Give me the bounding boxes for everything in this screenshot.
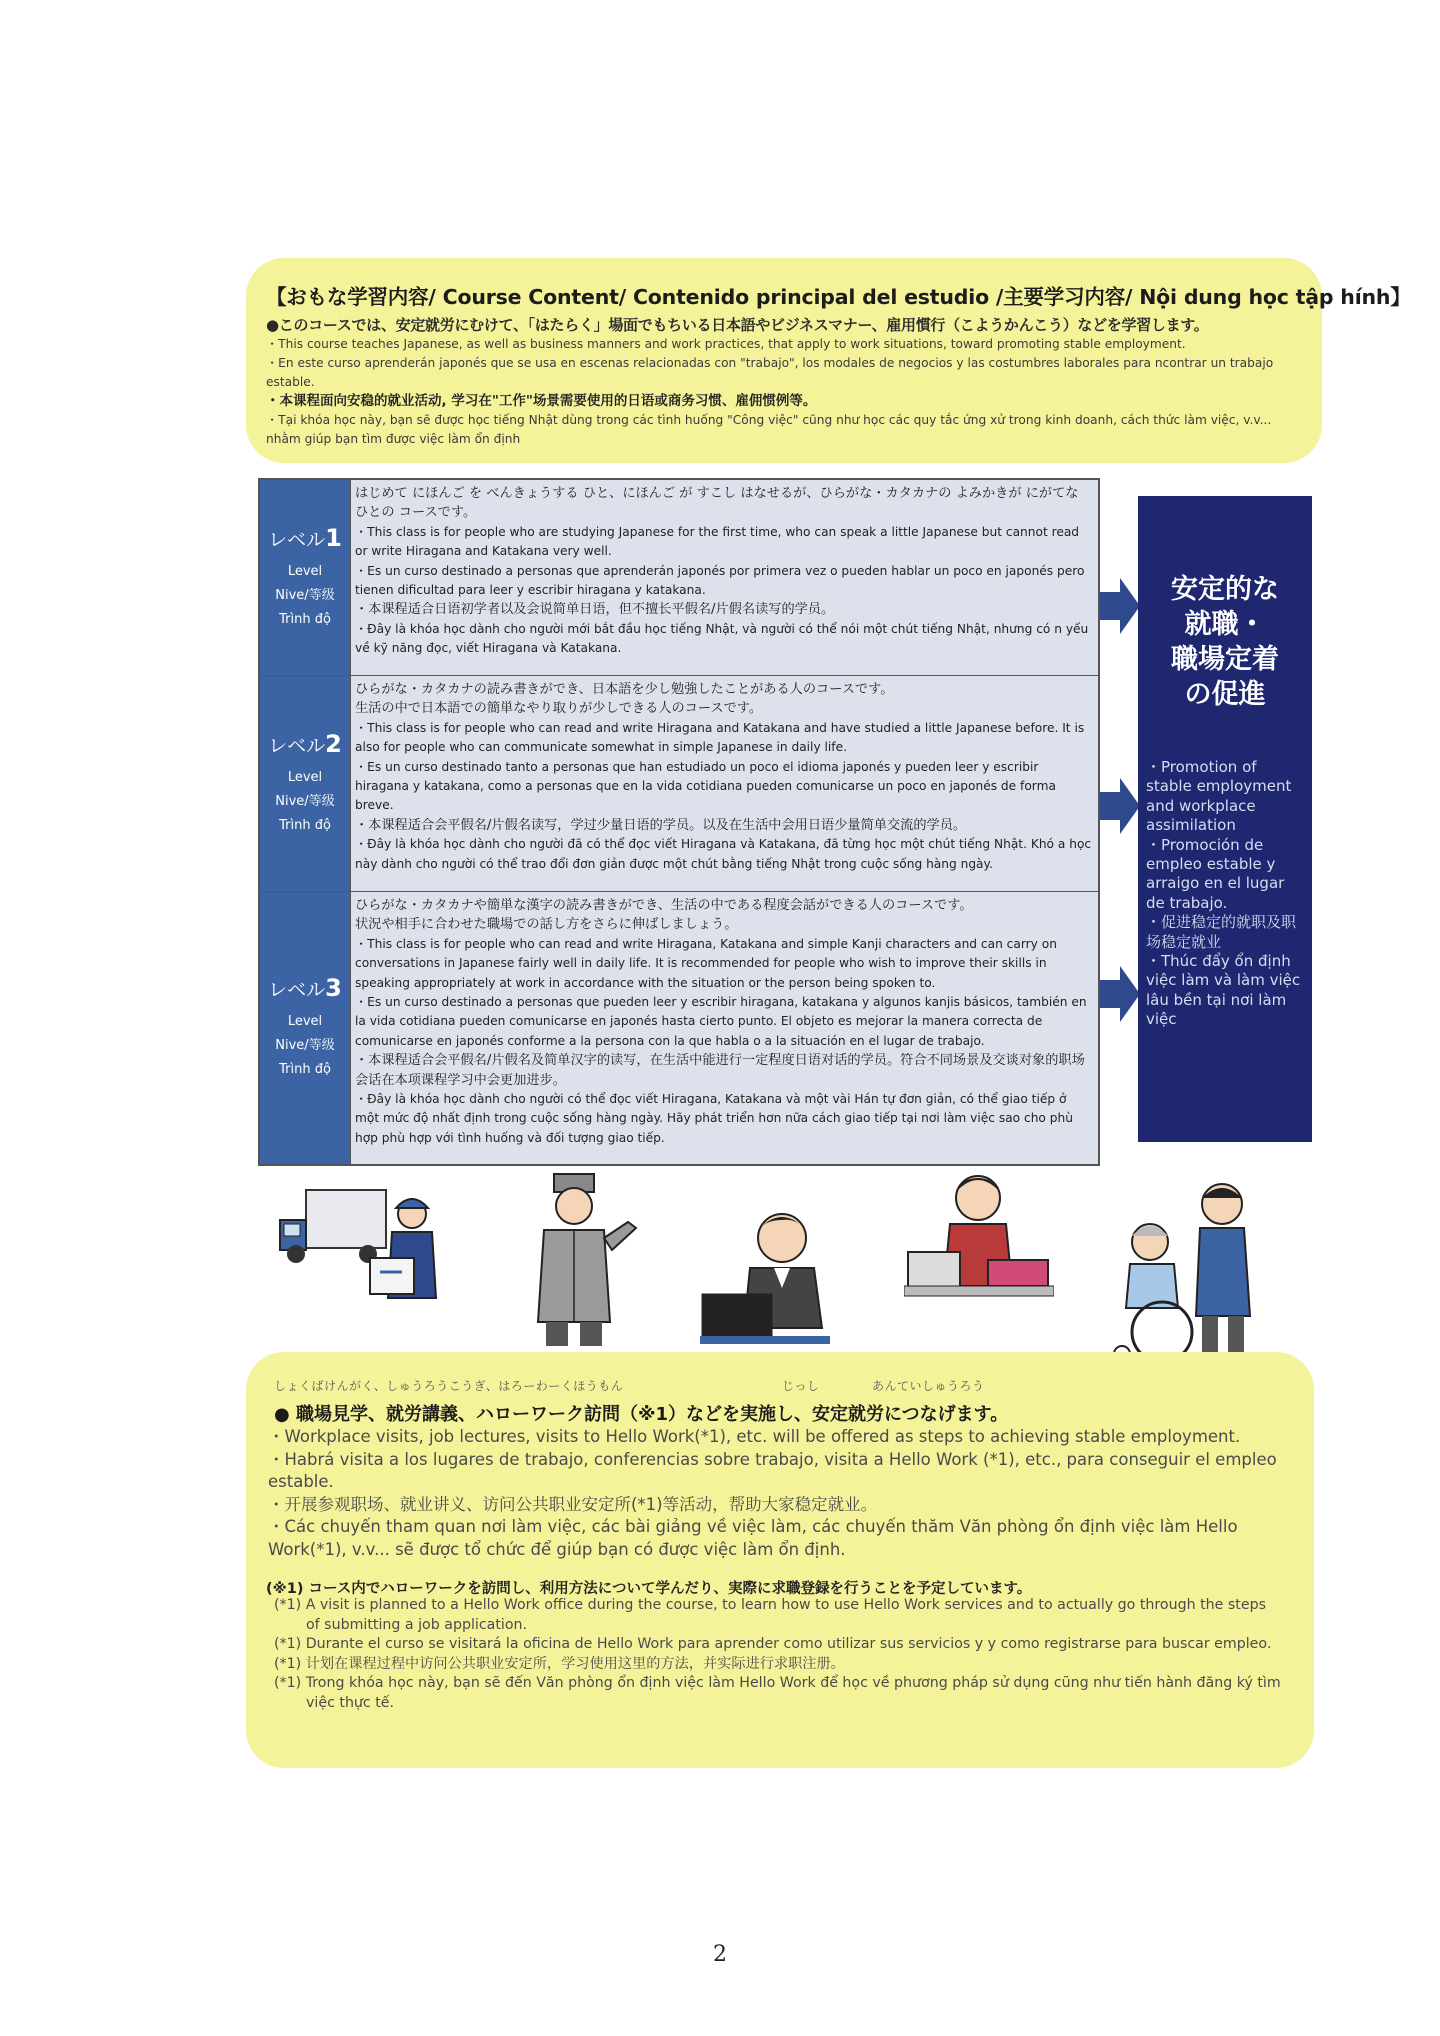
level-es-zh: Nive/等级 [275,1038,335,1053]
level-text-line: ・Đây là khóa học dành cho người có thể đọc viết Hiragana, Katakana và một vài Hán tự đơn giản, có thể giao tiếp ở một mức độ nhất định trong cuộc sống hàng ngày. Hãy phát triển hơn nữa cách giao tiếp tại nơi làm việc sao cho phù hợp phù hợp với tình huống và đối tượng giao tiếp. [355,1092,1073,1145]
course-content-vi: ・Tại khóa học này, bạn sẽ được học tiếng Nhật dùng trong các tình huống "Công việc" cũng như học các quy tắc ứng xử trong kinh doanh, cách thức làm việc, v.v... nhằm giúp bạn tìm được việc làm ổn định [266,413,1272,446]
level-row-1 [260,480,1098,676]
level-row-2 [260,676,1098,892]
course-content-box [246,258,1411,463]
level-text-line: はじめて にほんご を べんきょうする ひと、にほんご が すこし はなせるが、ひらがな・カタカナの よみかきが にがてな ひとの コースです。 [355,486,1079,521]
course-content-main-bullet: ●このコースでは、安定就労にむけて、「はたらく」場面でもちいる日本語やビジネスマナー、雇用慣行（こようかんこう）などを学習します。 [266,316,1209,334]
activities-box [246,1352,1314,1768]
level-table [258,478,1100,1166]
level-description-2 [350,676,1098,891]
level-vi: Trình độ [279,1062,331,1077]
activities-zh: ・开展参观职场、就业讲义、访问公共职业安定所(*1)等活动，帮助大家稳定就业。 [268,1494,878,1514]
promotion-item: ・Promoción de empleo estable y arraigo en el lugar de trabajo. [1146,835,1285,912]
level-label-2 [260,676,350,891]
level-text-line: ひらがな・カタカナや簡単な漢字の読み書きができ、生活の中である程度会話ができる人のコースです。 [355,898,973,913]
footnote-item: (*1) A visit is planned to a Hello Work office during the course, to learn how to use Hello Work services and to actually go through the steps of submitting a job application. [274,1597,1266,1633]
level-description-1 [350,480,1098,675]
level-row-3 [260,892,1098,1164]
activities-es: ・Habrá visita a los lugares de trabajo, conferencias sobre trabajo, visita a Hello Work (*1), etc., para conseguir el empleo estable. [268,1449,1277,1491]
arrow-right-icon [1100,578,1140,634]
level-es-zh: Nive/等级 [275,793,335,809]
level-label-3 [260,892,350,1164]
level-en: Level [287,563,323,579]
promotion-item: ・Thúc đẩy ổn định việc làm và làm việc lâu bền tại nơi làm việc [1146,952,1301,1029]
delivery-worker-illustration [276,1180,446,1310]
level-text-line: ・Đây là khóa học dành cho người đã có thể đọc viết Hiragana và Katakana, đã từng học một chút tiếng Nhật. Khó a học này dành cho người có thể trao đổi đơn giản được một chút bằng tiếng Nhật trong cuộc sống hàng ngày. [355,837,1092,871]
level-text-line: ・This class is for people who are studying Japanese for the first time, who can speak a little Japanese but cannot read or write Hiragana and Katakana very well. [355,524,1080,559]
activities-vi: ・Các chuyến tham quan nơi làm việc, các bài giảng về việc làm, các chuyến thăm Văn phòng ổn định việc làm Hello Work(*1), v.v... sẽ được tổ chức để giúp bạn có được việc làm ổn định. [268,1517,1238,1559]
level-number: 2 [325,729,342,758]
level-vi: Trình độ [279,817,331,833]
promotion-item: ・促进稳定的就职及职场稳定就业 [1146,913,1297,951]
promotion-heading-line: の促進 [1184,679,1266,710]
footnote-list [274,1596,1284,1714]
level-number: 1 [325,523,342,552]
level-text-line: ・Es un curso destinado a personas que aprenderán japonés por primera vez o pueden hablar un poco en japonés pero tienen dificultad para leer y escribir hiragana y katakana. [355,563,1085,598]
arrow-right-icon [1100,966,1140,1022]
activities-list [268,1426,1284,1561]
level-text-line: 生活の中で日本語での簡単なやり取りが少しできる人のコースです。 [355,701,763,717]
caregiver-illustration [1104,1176,1274,1376]
level-es-zh: Nive/等级 [275,587,335,603]
promotion-box [1138,496,1312,1142]
furigana-line: しょくばけんがく、しゅうろうこうぎ、はろーわーくほうもん [274,1379,624,1393]
promotion-heading-line: 職場定着 [1171,644,1279,675]
activities-en: ・Workplace visits, job lectures, visits to Hello Work(*1), etc. will be offered as steps to achieving stable employment. [268,1427,1241,1446]
cashier-illustration [904,1168,1054,1318]
level-text-line: ・本课程适合会平假名/片假名读写，学过少量日语的学员。以及在生活中会用日语少量简单交流的学员。 [355,817,967,833]
level-en: Level [287,769,323,785]
promotion-items [1146,758,1306,1030]
promotion-item: ・Promotion of stable employment and workplace assimilation [1146,758,1292,835]
level-label-jp: レベル [268,734,326,757]
hotel-staff-illustration [520,1172,660,1352]
course-content-zh: ・本课程面向安稳的就业活动, 学习在"工作"场景需要使用的日语或商务习惯、雇佣惯例等。 [266,393,817,409]
level-text-line: ・This class is for people who can read and write Hiragana, Katakana and simple Kanji characters and can carry on conversations in Japanese fairly well in daily life. It is recommended for people who wish to improve their skills in speaking appropriately at work in accordance with the situation or the person being spoken to. [355,936,1057,990]
page-number: 2 [713,1942,727,1967]
course-content-title: 【おもな学習内容/ Course Content/ Contenido principal del estudio /主要学习内容/ Nội dung học tập hính】 [266,285,1411,309]
level-vi: Trình độ [279,611,331,627]
level-label-jp: レベル [268,528,326,551]
office-worker-illustration [700,1198,850,1348]
footnote-item: (*1) Trong khóa học này, bạn sẽ đến Văn phòng ổn định việc làm Hello Work để học về phương pháp sử dụng cũng như tiến hành đăng ký tìm việc thực tế. [274,1675,1281,1711]
level-text-line: ・This class is for people who can read and write Hiragana and Katakana and have studied a little Japanese before. It is also for people who can communicate somewhat in simple Japanese in daily life. [355,720,1085,755]
furigana-line: じっし [782,1379,820,1393]
course-content-es: ・En este curso aprenderán japonés que se usa en escenas relacionadas con "trabajo", los modales de negocios y las costumbres laborales para ncontrar un trabajo estable. [266,356,1274,389]
course-content-en: ・This course teaches Japanese, as well as business manners and work practices, that apply to work situations, toward promoting stable employment. [266,337,1186,351]
level-label-jp: レベル [268,979,326,1001]
footnote-item: (*1) Durante el curso se visitará la oficina de Hello Work para aprender como utilizar sus servicios y y como registrarse para buscar empleo. [274,1636,1272,1653]
footnote-heading: (※1) コース内でハローワークを訪問し、利用方法について学んだり、実際に求職登録を行うことを予定しています。 [266,1581,1032,1597]
level-text-line: ・Đây là khóa học dành cho người mới bắt đầu học tiếng Nhật, và người có thể nói một chút tiếng Nhật, nhưng có n yếu về kỹ năng đọc, viết Hiragana và Katakana. [355,621,1089,656]
level-text-line: ひらがな・カタカナの読み書きができ、日本語を少し勉強したことがある人のコースです。 [355,682,894,697]
level-en: Level [287,1014,323,1029]
level-text-line: ・Es un curso destinado tanto a personas que han estudiado un poco el idioma japonés y pueden leer y escribir hiragana y katakana, como a personas que en la vida cotidiana pueden comunicarse un poco en japonés de forma breve. [355,759,1056,813]
level-label-1 [260,480,350,675]
level-text-line: ・Es un curso destinado a personas que pueden leer y escribir hiragana, katakana y algunos kanjis básicos, también en la vida cotidiana pueden comunicarse en japonés hasta cierto punto. El objeto es mejorar la manera correcta de comunicarse en japonés conforme a la persona con la que habla o a la situación en el lugar de trabajo. [355,995,1087,1048]
level-description-3 [350,892,1098,1164]
promotion-heading-line: 就職・ [1184,609,1266,640]
level-number: 3 [325,974,342,1002]
level-text-line: 状況や相手に合わせた職場での話し方をさらに伸ばしましょう。 [355,917,738,933]
promotion-heading [1138,572,1312,712]
level-text-line: ・本课程适合会平假名/片假名及简单汉字的读写，在生活中能进行一定程度日语对话的学员。符合不同场景及交谈对象的职场会话在本项课程学习中会更加进步。 [355,1053,1085,1088]
promotion-heading-line: 安定的な [1171,574,1279,605]
footnote-item: (*1) 计划在课程过程中访问公共职业安定所，学习使用这里的方法，并实际进行求职注册。 [274,1655,845,1672]
activities-main: ● 職場見学、就労講義、ハローワーク訪問（※1）などを実施し、安定就労につなげます。 [274,1404,1009,1425]
furigana-line: あんていしゅうろう [872,1379,985,1393]
arrow-right-icon [1100,778,1140,834]
level-text-line: ・本课程适合日语初学者以及会说简单日语，但不擅长平假名/片假名读写的学员。 [355,602,835,618]
